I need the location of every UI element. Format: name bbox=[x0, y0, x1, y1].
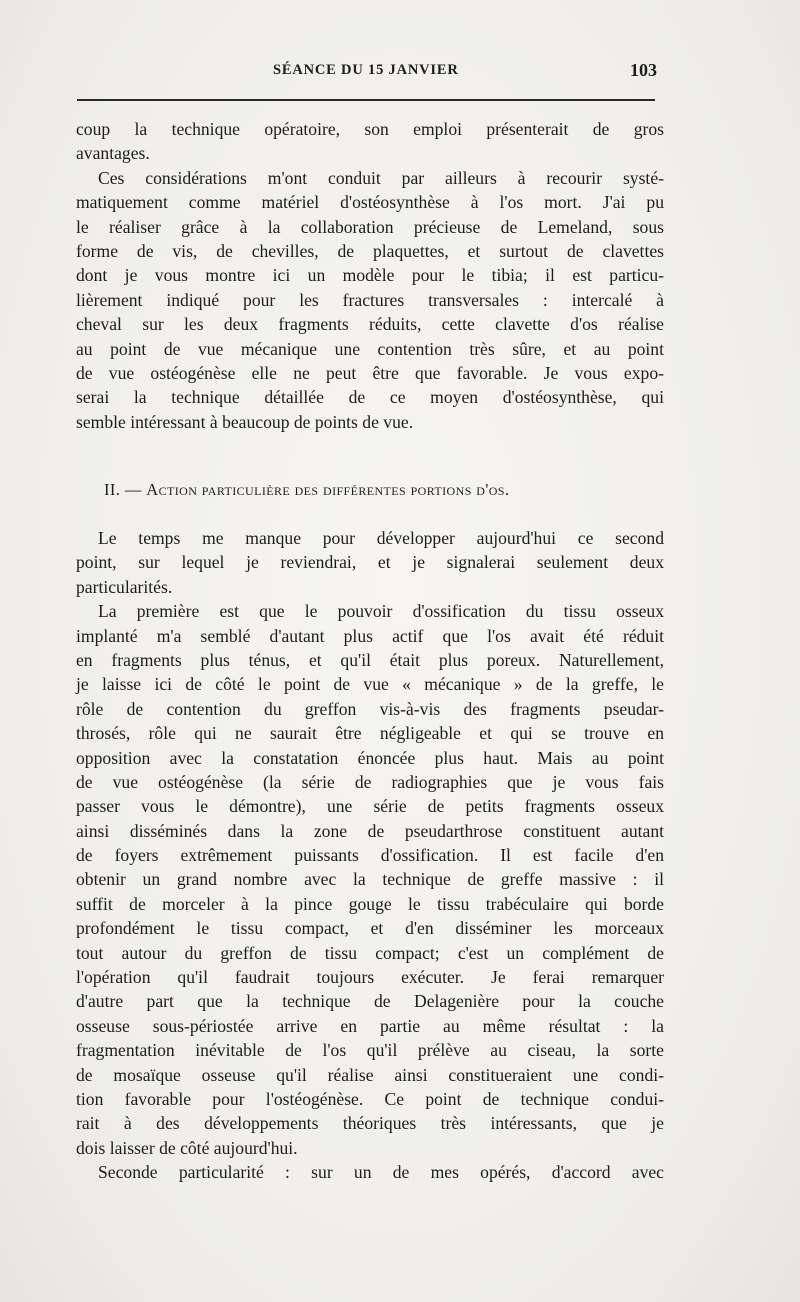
text-line: suffit de morceler à la pince gouge le tissu trabéculaire qui borde bbox=[76, 893, 664, 914]
text-line: cheval sur les deux fragments réduits, cette clavette d'os réalise bbox=[76, 314, 664, 335]
section-heading bbox=[104, 480, 664, 500]
text-line: au point de vue mécanique une contention très sûre, et au point bbox=[76, 338, 664, 359]
text-line: l'opération qu'il faudrait toujours exécuter. Je ferai remarquer bbox=[76, 967, 664, 988]
text-line: serai la technique détaillée de ce moyen d'ostéosynthèse, qui bbox=[76, 387, 664, 408]
text-line: dont je vous montre ici un modèle pour le tibia; il est particu- bbox=[76, 265, 664, 286]
text-line: ainsi disséminés dans la zone de pseudarthrose constituent autant bbox=[76, 820, 664, 841]
text-line: fragmentation inévitable de l'os qu'il prélève au ciseau, la sorte bbox=[76, 1040, 664, 1061]
text-line: lièrement indiqué pour les fractures transversales : intercalé à bbox=[76, 289, 664, 310]
text-line: obtenir un grand nombre avec la technique de greffe massive : il bbox=[76, 869, 664, 890]
text-line: implanté m'a semblé d'autant plus actif que l'os avait été réduit bbox=[76, 625, 664, 646]
text-line: osseuse sous-périostée arrive en partie au même résultat : la bbox=[76, 1015, 664, 1036]
text-line: d'autre part que la technique de Delagenière pour la couche bbox=[76, 991, 664, 1012]
section-number: II. — bbox=[104, 480, 142, 499]
text-line: de foyers extrêmement puissants d'ossification. Il est facile d'en bbox=[76, 845, 664, 866]
section-title: Action particulière des différentes portions d'os. bbox=[146, 480, 510, 499]
text-line: le réaliser grâce à la collaboration précieuse de Lemeland, sous bbox=[76, 216, 664, 237]
text-line: opposition avec la constatation énoncée plus haut. Mais au point bbox=[76, 747, 664, 768]
text-line: passer vous le démontre), une série de petits fragments osseux bbox=[76, 796, 664, 817]
text-line: de vue ostéogénèse elle ne peut être que favorable. Je vous expo- bbox=[76, 362, 664, 383]
text-line: semble intéressant à beaucoup de points de vue. bbox=[76, 411, 414, 432]
text-line: Ces considérations m'ont conduit par ailleurs à recourir systé- bbox=[98, 167, 664, 188]
text-line: matiquement comme matériel d'ostéosynthèse à l'os mort. J'ai pu bbox=[76, 192, 664, 213]
page-number: 103 bbox=[630, 60, 657, 80]
text-line: rôle de contention du greffon vis-à-vis des fragments pseudar- bbox=[76, 698, 664, 719]
text-line: je laisse ici de côté le point de vue « mécanique » de la greffe, le bbox=[76, 674, 664, 695]
text-line: tout autour du greffon de tissu compact; c'est un complément de bbox=[76, 942, 664, 963]
text-line: Seconde particularité : sur un de mes opérés, d'accord avec bbox=[98, 1162, 664, 1183]
body-text-bottom bbox=[76, 526, 664, 1185]
text-line: particularités. bbox=[76, 576, 173, 597]
header-rule bbox=[77, 99, 655, 101]
text-line: coup la technique opératoire, son emploi présenterait de gros bbox=[76, 119, 664, 139]
text-line: profondément le tissu compact, et d'en disséminer les morceaux bbox=[76, 918, 664, 939]
text-line: throsés, rôle qui ne saurait être négligeable et qui se trouve en bbox=[76, 723, 664, 744]
running-head-title: SÉANCE DU 15 JANVIER bbox=[273, 62, 459, 78]
running-head bbox=[0, 60, 800, 84]
text-line: rait à des développements théoriques très intéressants, que je bbox=[76, 1113, 664, 1134]
text-line: forme de vis, de chevilles, de plaquettes, et surtout de clavettes bbox=[76, 240, 664, 261]
text-line: dois laisser de côté aujourd'hui. bbox=[76, 1137, 298, 1158]
text-line: La première est que le pouvoir d'ossification du tissu osseux bbox=[98, 601, 664, 622]
text-line: Le temps me manque pour développer aujourd'hui ce second bbox=[98, 528, 664, 548]
text-line: de vue ostéogénèse (la série de radiographies que je vous fais bbox=[76, 771, 664, 792]
text-line: de mosaïque osseuse qu'il réalise ainsi constitueraient une condi- bbox=[76, 1064, 664, 1085]
body-text-top bbox=[76, 117, 664, 434]
text-line: point, sur lequel je reviendrai, et je signalerai seulement deux bbox=[76, 552, 664, 573]
text-line: tion favorable pour l'ostéogénèse. Ce point de technique condui- bbox=[76, 1088, 664, 1109]
text-line: en fragments plus ténus, et qu'il était plus poreux. Naturellement, bbox=[76, 649, 664, 670]
text-line: avantages. bbox=[76, 143, 150, 164]
